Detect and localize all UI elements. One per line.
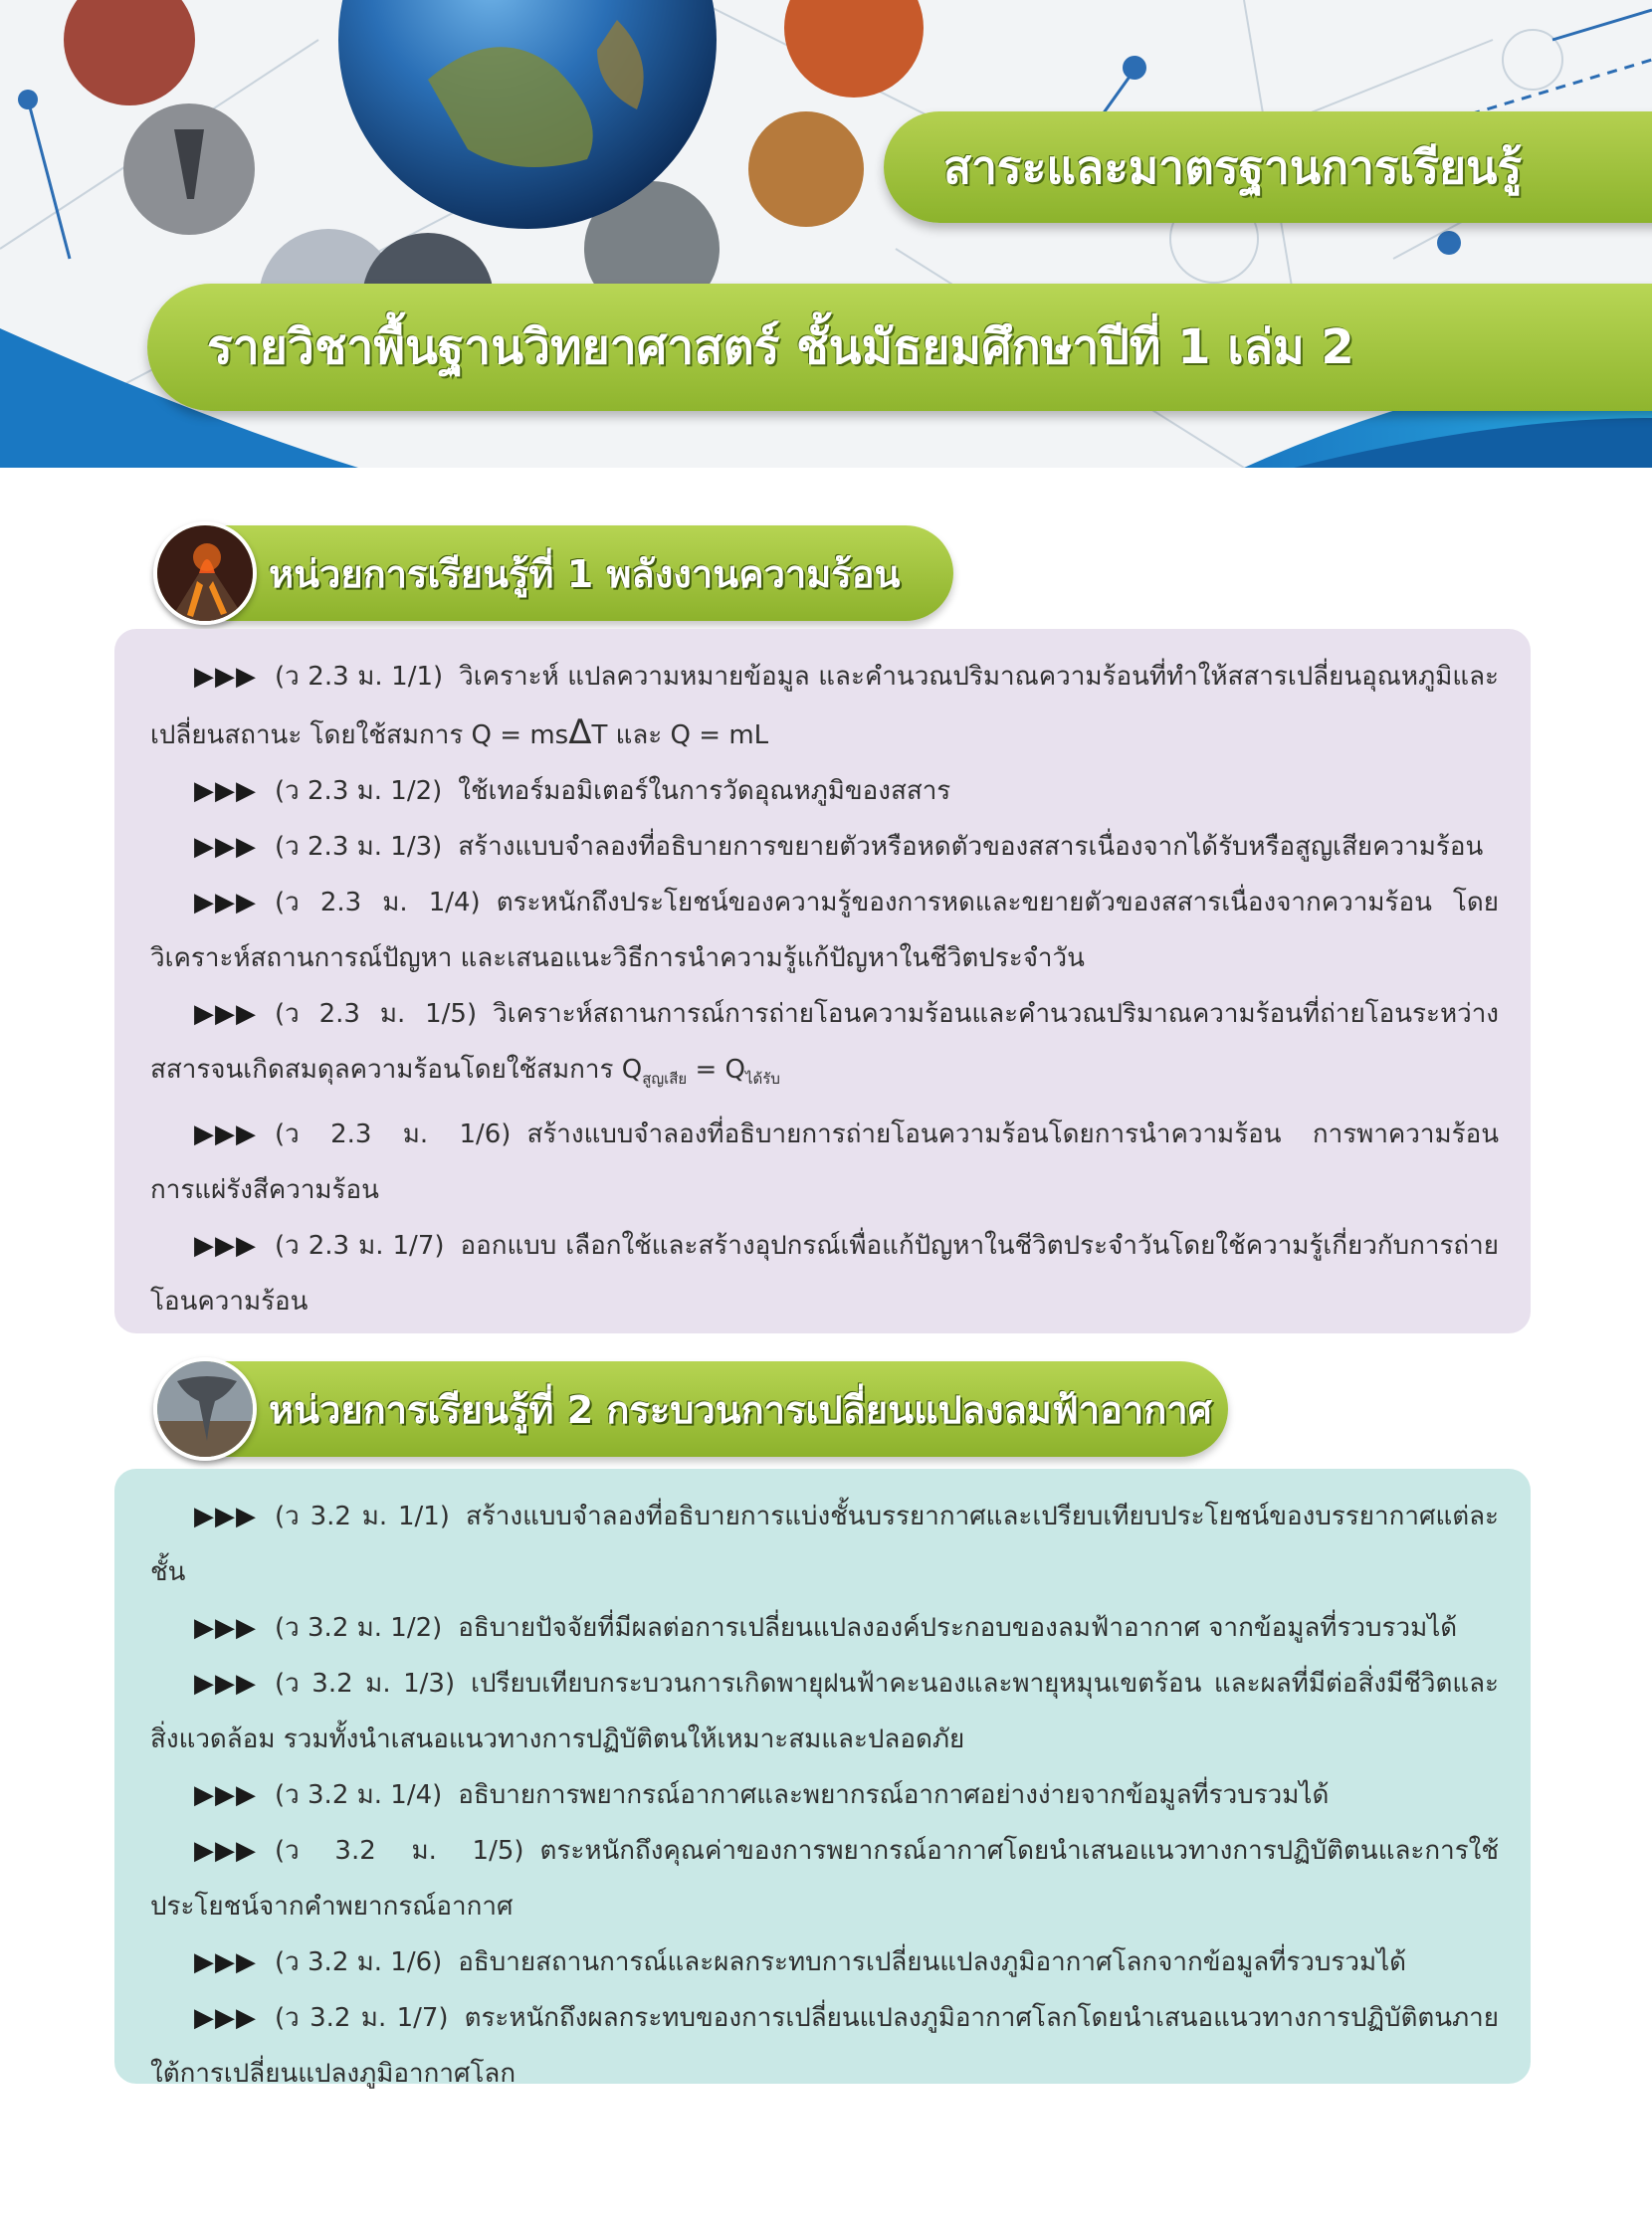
standard-item: ▶▶▶ (ว 2.3 ม. 1/7) ออกแบบ เลือกใช้และสร้างอุปกรณ์เพื่อแก้ปัญหาในชีวิตประจำวันโดยใช้ความรู้เกี่ยวกับการถ่ายโอนความร้อน	[150, 1218, 1499, 1329]
header-banner-bottom	[147, 284, 1652, 411]
standard-item: ▶▶▶ (ว 2.3 ม. 1/4) ตระหนักถึงประโยชน์ของความรู้ของการหดและขยายตัวของสสารเนื่องจากความร้อน โดยวิเคราะห์สถานการณ์ปัญหา และเสนอแนะวิธีการนำความรู้แก้ปัญหาในชีวิตประจำวัน	[150, 875, 1499, 986]
triangle-bullet-icon: ▶▶▶	[194, 1947, 257, 1977]
triangle-bullet-icon: ▶▶▶	[194, 2003, 257, 2033]
triangle-bullet-icon: ▶▶▶	[194, 1613, 257, 1643]
unit1-title: หน่วยการเรียนรู้ที่ 1 พลังงานความร้อน	[269, 551, 901, 596]
triangle-bullet-icon: ▶▶▶	[194, 1780, 257, 1810]
triangle-bullet-icon: ▶▶▶	[194, 832, 257, 862]
standard-item: ▶▶▶ (ว 2.3 ม. 1/6) สร้างแบบจำลองที่อธิบายการถ่ายโอนความร้อนโดยการนำความร้อน การพาความร้อน การแผ่รังสีความร้อน	[150, 1107, 1499, 1218]
triangle-bullet-icon: ▶▶▶	[194, 776, 257, 806]
standard-item: ▶▶▶ (ว 3.2 ม. 1/5) ตระหนักถึงคุณค่าของการพยากรณ์อากาศโดยนำเสนอแนวทางการปฏิบัติตนและการใช้ประโยชน์จากคำพยากรณ์อากาศ	[150, 1823, 1499, 1934]
standard-item: ▶▶▶ (ว 2.3 ม. 1/3) สร้างแบบจำลองที่อธิบายการขยายตัวหรือหดตัวของสสารเนื่องจากได้รับหรือสูญเสียความร้อน	[150, 819, 1499, 875]
triangle-bullet-icon: ▶▶▶	[194, 1669, 257, 1699]
unit1-standards-box	[114, 629, 1531, 1333]
standard-item: ▶▶▶ (ว 2.3 ม. 1/1) วิเคราะห์ แปลความหมายข้อมูล และคำนวณปริมาณความร้อนที่ทำให้สสารเปลี่ยนอุณหภูมิและเปลี่ยนสถานะ โดยใช้สมการ Q = msΔT และ Q = mL	[150, 649, 1499, 763]
triangle-bullet-icon: ▶▶▶	[194, 1836, 257, 1866]
standard-item: ▶▶▶ (ว 2.3 ม. 1/2) ใช้เทอร์มอมิเตอร์ในการวัดอุณหภูมิของสสาร	[150, 763, 1499, 819]
header	[0, 0, 1652, 468]
standard-item: ▶▶▶ (ว 3.2 ม. 1/2) อธิบายปัจจัยที่มีผลต่อการเปลี่ยนแปลงองค์ประกอบของลมฟ้าอากาศ จากข้อมูลที่รวบรวมได้	[150, 1600, 1499, 1656]
volcano-icon	[153, 521, 257, 625]
unit2-heading	[157, 1361, 1228, 1457]
tornado-icon	[153, 1357, 257, 1461]
triangle-bullet-icon: ▶▶▶	[194, 999, 257, 1029]
unit2-title: หน่วยการเรียนรู้ที่ 2 กระบวนการเปลี่ยนแปลงลมฟ้าอากาศ	[269, 1387, 1212, 1432]
triangle-bullet-icon: ▶▶▶	[194, 1119, 257, 1149]
unit1-heading	[157, 525, 953, 621]
standard-item: ▶▶▶ (ว 3.2 ม. 1/7) ตระหนักถึงผลกระทบของการเปลี่ยนแปลงภูมิอากาศโลกโดยนำเสนอแนวทางการปฏิบัติตนภายใต้การเปลี่ยนแปลงภูมิอากาศโลก	[150, 1990, 1499, 2102]
triangle-bullet-icon: ▶▶▶	[194, 662, 257, 692]
standard-item: ▶▶▶ (ว 3.2 ม. 1/6) อธิบายสถานการณ์และผลกระทบการเปลี่ยนแปลงภูมิอากาศโลกจากข้อมูลที่รวบรวมได้	[150, 1934, 1499, 1990]
triangle-bullet-icon: ▶▶▶	[194, 888, 257, 917]
triangle-bullet-icon: ▶▶▶	[194, 1231, 257, 1261]
standard-item: ▶▶▶ (ว 3.2 ม. 1/1) สร้างแบบจำลองที่อธิบายการแบ่งชั้นบรรยากาศและเปรียบเทียบประโยชน์ของบรรยากาศแต่ละชั้น	[150, 1489, 1499, 1600]
unit2-standards-box	[114, 1469, 1531, 2089]
standard-item: ▶▶▶ (ว 3.2 ม. 1/3) เปรียบเทียบกระบวนการเกิดพายุฝนฟ้าคะนองและพายุหมุนเขตร้อน และผลที่มีต่อสิ่งมีชีวิตและสิ่งแวดล้อม รวมทั้งนำเสนอแนวทางการปฏิบัติตนให้เหมาะสมและปลอดภัย	[150, 1656, 1499, 1767]
banner-top-title: สาระและมาตรฐานการเรียนรู้	[943, 139, 1523, 194]
standard-item: ▶▶▶ (ว 3.2 ม. 1/4) อธิบายการพยากรณ์อากาศและพยากรณ์อากาศอย่างง่ายจากข้อมูลที่รวบรวมได้	[150, 1767, 1499, 1823]
triangle-bullet-icon: ▶▶▶	[194, 1502, 257, 1531]
standard-item: ▶▶▶ (ว 2.3 ม. 1/5) วิเคราะห์สถานการณ์การถ่ายโอนความร้อนและคำนวณปริมาณความร้อนที่ถ่ายโอนระหว่างสสารจนเกิดสมดุลความร้อนโดยใช้สมการ $Q_{สูญเสีย} = Q_{ได้รับ}$	[150, 986, 1499, 1107]
banner-bottom-title: รายวิชาพื้นฐานวิทยาศาสตร์ ชั้นมัธยมศึกษาปีที่ 1 เล่ม 2	[207, 319, 1354, 375]
header-banner-top	[884, 111, 1652, 223]
